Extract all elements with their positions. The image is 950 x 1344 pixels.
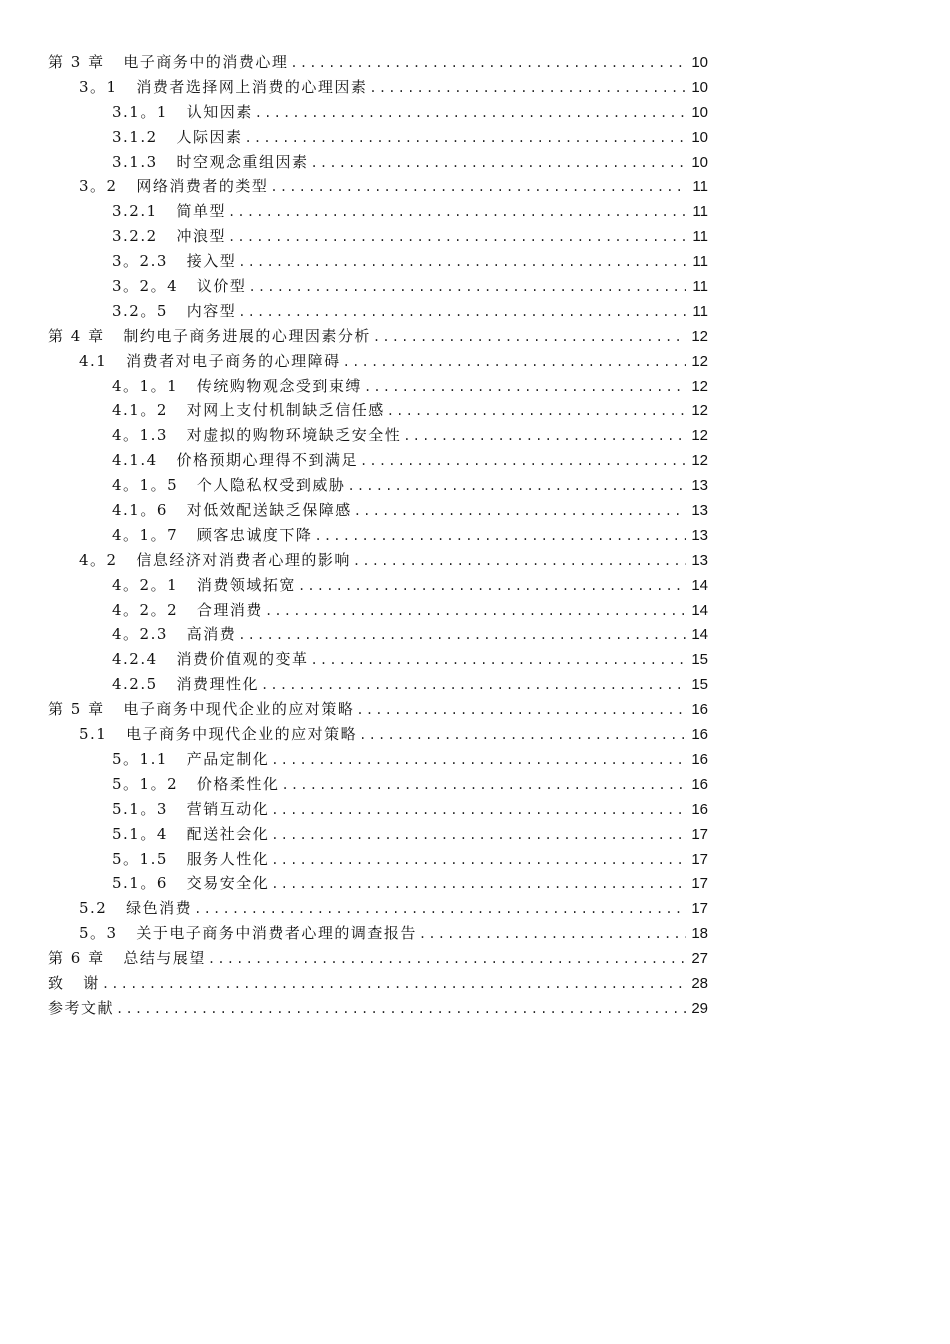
toc-dot-leader (314, 524, 686, 549)
toc-dot-leader (248, 275, 686, 300)
toc-entry-page-number: 12 (691, 452, 708, 470)
toc-entry-page-number: 18 (691, 925, 708, 943)
toc-dot-leader (238, 300, 686, 325)
toc-dot-leader (261, 673, 686, 698)
toc-dot-leader (387, 399, 686, 424)
toc-entry-title: 3.1.3 时空观念重组因素 (112, 152, 309, 171)
toc-entry-title: 5.1。4 配送社会化 (112, 824, 270, 843)
toc-entry[interactable] (48, 847, 708, 872)
toc-dot-leader (238, 623, 686, 648)
toc-entry-title: 4。1。5 个人隐私权受到威胁 (112, 476, 346, 495)
toc-entry-title: 4。1。7 顾客忠诚度下降 (112, 525, 313, 544)
toc-dot-leader (271, 748, 686, 773)
toc-dot-leader (359, 723, 686, 748)
toc-dot-leader (347, 474, 686, 499)
toc-entry[interactable] (48, 896, 708, 921)
toc-dot-leader (271, 798, 686, 823)
toc-entry-title: 5。1。2 价格柔性化 (112, 774, 280, 793)
toc-entry-page-number: 14 (691, 576, 708, 594)
toc-entry-page-number: 16 (691, 726, 708, 744)
toc-entry[interactable] (48, 398, 708, 423)
toc-dot-leader (353, 549, 686, 574)
toc-entry-title: 3。1 消费者选择网上消费的心理因素 (79, 77, 368, 96)
toc-entry-title: 3.1。1 认知因素 (112, 102, 253, 121)
toc-entry-title: 第 5 章 电子商务中现代企业的应对策略 (48, 700, 355, 719)
toc-entry-title: 5.1 电子商务中现代企业的应对策略 (79, 725, 358, 744)
toc-entry[interactable] (48, 224, 708, 249)
toc-entry-title: 4.1.4 价格预期心理得不到满足 (112, 451, 358, 470)
toc-entry-page-number: 10 (691, 103, 708, 121)
toc-entry-title: 5.1。3 营销互动化 (112, 799, 270, 818)
toc-entry-title: 参考文献 (48, 998, 115, 1017)
toc-dot-leader (116, 997, 686, 1022)
toc-entry[interactable] (48, 722, 708, 747)
toc-entry-page-number: 14 (691, 601, 708, 619)
toc-dot-leader (194, 897, 686, 922)
toc-entry[interactable] (48, 996, 708, 1021)
toc-entry-page-number: 10 (691, 78, 708, 96)
toc-entry-page-number: 17 (691, 900, 708, 918)
toc-entry[interactable] (48, 672, 708, 697)
toc-entry-title: 4。2 信息经济对消费者心理的影响 (79, 550, 351, 569)
toc-entry[interactable] (48, 921, 708, 946)
toc-entry-page-number: 12 (691, 427, 708, 445)
toc-dot-leader (310, 151, 686, 176)
toc-entry-page-number: 12 (691, 402, 708, 420)
toc-entry[interactable] (48, 50, 708, 75)
toc-entry[interactable] (48, 548, 708, 573)
toc-dot-leader (255, 101, 686, 126)
toc-entry[interactable] (48, 448, 708, 473)
toc-entry-title: 4。2.3 高消费 (112, 625, 237, 644)
toc-entry-title: 第 3 章 电子商务中的消费心理 (48, 53, 289, 71)
toc-entry-page-number: 17 (691, 825, 708, 843)
toc-entry-title: 4.2.4 消费价值观的变革 (112, 650, 309, 669)
toc-entry-title: 第 4 章 制约电子商务进展的心理因素分析 (48, 326, 371, 345)
table-of-contents (48, 50, 708, 1021)
toc-dot-leader (290, 51, 686, 76)
toc-entry[interactable] (48, 349, 708, 374)
toc-entry-page-number: 17 (691, 875, 708, 893)
toc-entry-page-number: 11 (692, 178, 708, 196)
toc-entry-page-number: 15 (691, 651, 708, 669)
toc-entry-page-number: 10 (691, 128, 708, 146)
toc-entry[interactable] (48, 622, 708, 647)
toc-entry[interactable] (48, 174, 708, 199)
toc-entry-page-number: 11 (692, 203, 708, 221)
toc-entry-title: 3.2.1 简单型 (112, 202, 226, 221)
toc-entry[interactable] (48, 473, 708, 498)
toc-dot-leader (228, 200, 686, 225)
toc-entry-page-number: 12 (691, 377, 708, 395)
toc-entry-page-number: 28 (691, 974, 708, 992)
toc-entry-page-number: 17 (691, 850, 708, 868)
toc-dot-leader (244, 126, 686, 151)
toc-entry-page-number: 12 (691, 352, 708, 370)
toc-entry[interactable] (48, 498, 708, 523)
toc-entry[interactable] (48, 871, 708, 896)
toc-entry-page-number: 16 (691, 750, 708, 768)
toc-entry-title: 3。2。4 议价型 (112, 277, 247, 296)
toc-entry[interactable] (48, 772, 708, 797)
toc-dot-leader (228, 225, 686, 250)
toc-entry[interactable] (48, 199, 708, 224)
toc-entry[interactable] (48, 374, 708, 399)
toc-entry-page-number: 13 (691, 551, 708, 569)
toc-entry-title: 3。2.3 接入型 (112, 252, 237, 271)
toc-dot-leader (373, 325, 686, 350)
toc-dot-leader (102, 972, 686, 997)
toc-entry-page-number: 13 (691, 526, 708, 544)
toc-entry[interactable] (48, 747, 708, 772)
toc-entry[interactable] (48, 797, 708, 822)
toc-dot-leader (354, 499, 686, 524)
toc-entry[interactable] (48, 125, 708, 150)
toc-dot-leader (419, 922, 686, 947)
toc-entry-page-number: 14 (691, 626, 708, 644)
toc-entry-title: 5。3 关于电子商务中消费者心理的调查报告 (79, 924, 417, 943)
toc-entry-title: 4.2.5 消费理性化 (112, 675, 259, 694)
toc-dot-leader (403, 424, 686, 449)
toc-dot-leader (298, 574, 686, 599)
toc-entry-page-number: 16 (691, 701, 708, 719)
toc-entry[interactable] (48, 249, 708, 274)
toc-entry-title: 4。2。1 消费领域拓宽 (112, 575, 296, 594)
toc-dot-leader (270, 175, 686, 200)
toc-entry-title: 4。1.3 对虚拟的购物环境缺乏安全性 (112, 426, 402, 445)
toc-entry-title: 5。1.1 产品定制化 (112, 749, 270, 768)
toc-entry[interactable] (48, 299, 708, 324)
toc-entry-title: 3.2。5 内容型 (112, 301, 237, 320)
toc-entry[interactable] (48, 75, 708, 100)
toc-entry-page-number: 13 (691, 502, 708, 520)
toc-dot-leader (343, 350, 686, 375)
toc-dot-leader (271, 823, 686, 848)
toc-entry[interactable] (48, 150, 708, 175)
toc-dot-leader (271, 872, 686, 897)
toc-entry-page-number: 15 (691, 676, 708, 694)
toc-entry[interactable] (48, 697, 708, 722)
toc-dot-leader (310, 648, 686, 673)
toc-dot-leader (356, 698, 686, 723)
toc-entry[interactable] (48, 523, 708, 548)
toc-entry[interactable] (48, 598, 708, 623)
toc-entry-page-number: 16 (691, 775, 708, 793)
toc-entry-title: 4.1。6 对低效配送缺乏保障感 (112, 501, 352, 520)
toc-entry-page-number: 12 (691, 327, 708, 345)
toc-entry[interactable] (48, 971, 708, 996)
toc-entry-title: 3.2.2 冲浪型 (112, 227, 226, 246)
toc-entry[interactable] (48, 647, 708, 672)
toc-entry-page-number: 27 (691, 950, 708, 968)
toc-entry-title: 3。2 网络消费者的类型 (79, 177, 269, 196)
toc-dot-leader (238, 250, 686, 275)
toc-entry-title: 4。2。2 合理消费 (112, 600, 263, 619)
toc-entry-page-number: 13 (691, 477, 708, 495)
toc-entry-page-number: 10 (691, 54, 708, 71)
toc-entry-page-number: 11 (692, 278, 708, 296)
toc-entry-title: 4.1 消费者对电子商务的心理障碍 (79, 351, 341, 370)
toc-dot-leader (369, 76, 686, 101)
toc-entry-page-number: 16 (691, 800, 708, 818)
toc-entry[interactable] (48, 822, 708, 847)
toc-dot-leader (208, 947, 686, 972)
toc-entry-title: 4.1。2 对网上支付机制缺乏信任感 (112, 401, 385, 420)
toc-entry-title: 3.1.2 人际因素 (112, 127, 243, 146)
toc-entry-title: 5.2 绿色消费 (79, 899, 193, 918)
toc-entry-page-number: 11 (692, 253, 708, 271)
toc-dot-leader (364, 375, 686, 400)
toc-entry-page-number: 11 (692, 228, 708, 246)
toc-dot-leader (271, 848, 686, 873)
toc-entry-title: 5.1。6 交易安全化 (112, 874, 270, 893)
toc-entry-page-number: 29 (691, 999, 708, 1017)
toc-entry-page-number: 11 (692, 302, 708, 320)
toc-entry-title: 4。1。1 传统购物观念受到束缚 (112, 376, 362, 395)
toc-entry[interactable] (48, 423, 708, 448)
toc-entry[interactable] (48, 573, 708, 598)
toc-entry-title: 5。1.5 服务人性化 (112, 849, 270, 868)
toc-entry-page-number: 10 (691, 153, 708, 171)
toc-entry-title: 第 6 章 总结与展望 (48, 949, 206, 968)
toc-entry[interactable] (48, 274, 708, 299)
toc-dot-leader (360, 449, 686, 474)
toc-entry[interactable] (48, 946, 708, 971)
toc-entry[interactable] (48, 324, 708, 349)
toc-entry[interactable] (48, 100, 708, 125)
toc-dot-leader (281, 773, 686, 798)
toc-dot-leader (265, 599, 686, 624)
toc-entry-title: 致 谢 (48, 973, 100, 992)
